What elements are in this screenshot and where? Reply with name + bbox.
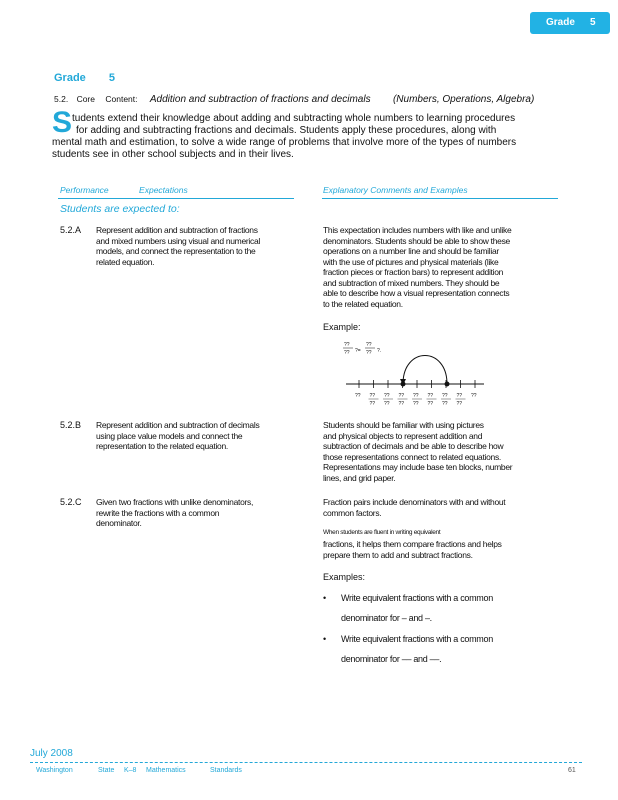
content-strands: (Numbers, Operations, Algebra)	[392, 94, 535, 105]
footer-subject: Mathematics	[146, 767, 186, 774]
number-line-diagram	[330, 336, 500, 408]
content-subtitle	[54, 94, 534, 105]
page-number: 61	[568, 767, 576, 774]
tick-denominator: ??	[384, 401, 390, 407]
drop-cap: S	[52, 106, 73, 139]
expectations-label: Expectations	[139, 185, 188, 195]
examples-label: Examples:	[323, 572, 366, 582]
jump-arc	[403, 356, 447, 385]
small-note: When students are fluent in writing equivalent	[323, 529, 441, 536]
text-line: common factors.	[323, 507, 382, 518]
bullet-line: denominator for – and –.	[341, 613, 432, 623]
text-line: and physical objects to represent addition and	[323, 430, 483, 441]
text-line: and subtraction of mixed numbers. They should be	[323, 277, 500, 288]
performance-expectation	[96, 420, 306, 452]
text-line: subtraction of decimals and be able to describe how	[323, 441, 504, 451]
text-line: representation to the related equation.	[96, 441, 228, 451]
tick-label: ??	[471, 393, 477, 399]
grade-number: 5	[108, 72, 115, 84]
fraction-glyph: ??	[366, 350, 372, 356]
intro-line: for adding and subtracting fractions and decimals. Students apply these procedures, along with	[76, 125, 497, 136]
text-line: lines, and grid paper.	[323, 472, 396, 483]
text-line: Fraction pairs include denominators with and without	[323, 497, 506, 507]
tick-denominator: ??	[398, 401, 405, 407]
explanatory-comment	[323, 497, 563, 518]
text-line: prepare them to add and subtract fractions.	[323, 549, 473, 560]
footer-grades: K–8	[124, 767, 137, 774]
item-id: 5.2.A	[60, 225, 82, 235]
perf-label: Performance	[60, 185, 109, 195]
equation-tail: ?.	[377, 348, 382, 354]
tick-label: ??	[427, 393, 434, 399]
tick-denominator: ??	[442, 401, 448, 407]
intro-line: mental math and estimation, to solve a wide range of problems that involve more of the types of numbers	[52, 137, 517, 148]
tick-label: ??	[355, 393, 361, 399]
performance-expectation	[96, 225, 306, 267]
text-line: rewrite the fractions with a common	[96, 507, 220, 518]
fraction-glyph: ??	[344, 342, 350, 348]
explanatory-comment	[323, 225, 563, 309]
text-line: This expectation includes numbers with like and unlike	[323, 225, 512, 235]
text-line: able to describe how a visual representation connects	[323, 288, 510, 298]
grade-tab	[530, 12, 610, 34]
tick-denominator: ??	[456, 401, 463, 407]
start-point	[401, 382, 406, 387]
tick-label: ??	[413, 393, 419, 399]
tab-grade-number: 5	[590, 17, 596, 28]
core-label: Core	[76, 94, 95, 104]
header-divider	[58, 198, 294, 199]
tick-label: ??	[384, 393, 390, 399]
text-line: using place value models and connect the	[96, 430, 243, 441]
bullet-line: Write equivalent fractions with a common	[341, 593, 493, 603]
tab-grade-label: Grade	[546, 17, 575, 28]
footer-divider	[30, 762, 582, 763]
intro-paragraph	[54, 113, 568, 161]
tick-denominator: ??	[413, 401, 419, 407]
item-id: 5.2.B	[60, 420, 82, 430]
bullet-line: denominator for –– and ––.	[341, 654, 442, 664]
content-title: Addition and subtraction of fractions and decimals	[149, 94, 371, 105]
tick-label: ??	[398, 393, 405, 399]
performance-expectations-header	[60, 185, 188, 195]
footer-state: State	[98, 767, 115, 774]
header-divider	[322, 198, 558, 199]
text-line: Given two fractions with unlike denominators,	[96, 497, 254, 507]
intro-line: students see in other school subjects and in their lives.	[52, 149, 294, 160]
text-line: with the use of pictures and physical materials (like	[323, 256, 499, 267]
text-line: denominators. Students should be able to show these	[323, 235, 510, 246]
text-line: fraction pieces or fraction bars) to represent addition	[323, 267, 504, 277]
footer-state: Washington	[36, 767, 73, 774]
text-line: and mixed numbers using visual and numerical	[96, 235, 260, 246]
end-point	[445, 382, 450, 387]
students-expected-label: Students are expected to:	[60, 203, 180, 215]
intro-line: tudents extend their knowledge about adding and subtracting whole numbers to learning procedures	[72, 113, 516, 124]
text-line: operations on a number line and should be familiar	[323, 246, 499, 256]
text-line: related equation.	[96, 256, 155, 267]
bullet-line: Write equivalent fractions with a common	[341, 634, 493, 644]
explanatory-comment	[323, 420, 563, 483]
bullet-dot: •	[323, 634, 327, 644]
fraction-glyph: ??	[366, 342, 372, 348]
page-grade-heading	[54, 72, 115, 84]
footer-standards: Standards	[210, 767, 242, 774]
content-label: Content:	[105, 94, 138, 104]
tick-denominator: ??	[369, 401, 376, 407]
item-id: 5.2.C	[60, 497, 82, 507]
footer-date: July 2008	[30, 748, 73, 759]
text-line: Students should be familiar with using pictures	[323, 420, 484, 430]
explanatory-comment	[323, 539, 563, 560]
text-line: denominator.	[96, 518, 142, 528]
grade-label: Grade	[54, 72, 86, 84]
equation-op: ?=	[355, 348, 361, 354]
example-label: Example:	[323, 322, 361, 332]
tick-label: ??	[369, 393, 376, 399]
text-line: Representations may include base ten blocks, number	[323, 462, 513, 472]
text-line: Represent addition and subtraction of decimals	[96, 420, 260, 430]
content-code: 5.2.	[54, 94, 69, 104]
text-line: to the related equation.	[323, 298, 403, 309]
tick-label: ??	[456, 393, 463, 399]
text-line: those representations connect to related equations.	[323, 451, 501, 462]
tick-label: ??	[442, 393, 448, 399]
fraction-glyph: ??	[344, 350, 350, 356]
performance-expectation	[96, 497, 306, 529]
text-line: models, and connect the representation to the	[96, 246, 256, 256]
comments-header: Explanatory Comments and Examples	[323, 185, 468, 195]
text-line: Represent addition and subtraction of fractions	[96, 225, 258, 235]
tick-denominator: ??	[427, 401, 434, 407]
bullet-dot: •	[323, 593, 327, 603]
text-line: fractions, it helps them compare fractions and helps	[323, 539, 502, 549]
